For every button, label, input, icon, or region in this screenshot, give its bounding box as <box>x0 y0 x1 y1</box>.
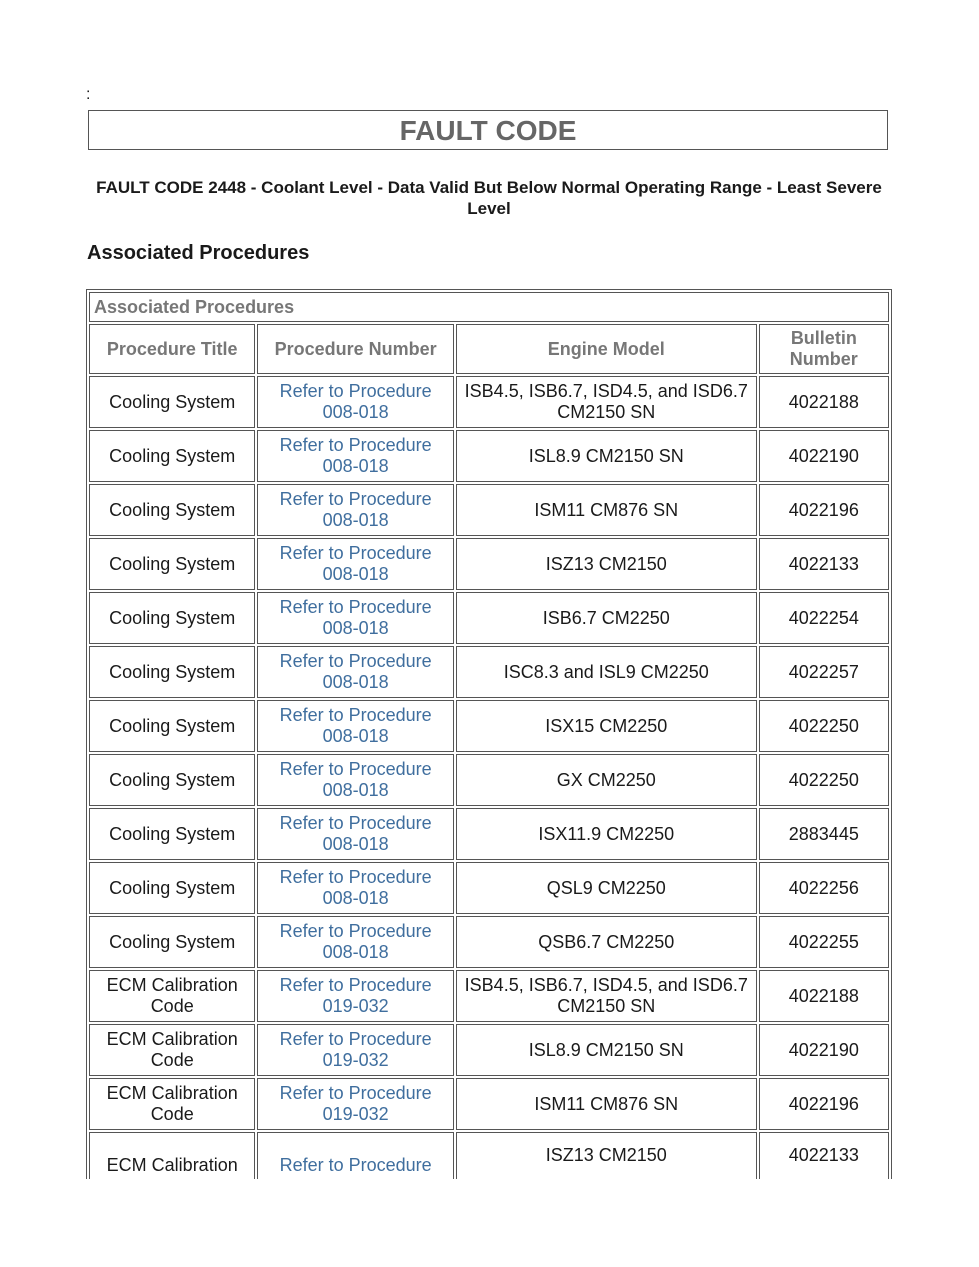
table-row <box>89 430 889 482</box>
table-row <box>89 700 889 752</box>
bulletin-number-cell: 4022188 <box>759 970 889 1022</box>
table-row <box>89 376 889 428</box>
procedure-number-cell <box>257 970 453 1022</box>
bulletin-number-cell: 4022190 <box>759 1024 889 1076</box>
procedures-table <box>86 289 892 1179</box>
fault-code-title: FAULT CODE 2448 - Coolant Level - Data Valid But Below Normal Operating Range - Least Severe Level <box>96 178 882 218</box>
bulletin-number-cell: 4022250 <box>759 754 889 806</box>
table-row <box>89 916 889 968</box>
procedure-title-cell: Cooling System <box>89 538 255 590</box>
engine-model-cell: ISX15 CM2250 <box>456 700 757 752</box>
engine-model-cell: ISL8.9 CM2150 SN <box>456 1024 757 1076</box>
bulletin-number-cell: 4022133 <box>759 1132 889 1179</box>
procedure-number-cell <box>257 754 453 806</box>
procedure-title-cell: Cooling System <box>89 646 255 698</box>
procedure-title-cell: Cooling System <box>89 754 255 806</box>
header-procedure-number: Procedure Number <box>257 324 453 374</box>
procedure-number-cell <box>257 592 453 644</box>
table-row <box>89 862 889 914</box>
engine-model-cell: ISM11 CM876 SN <box>456 1078 757 1130</box>
procedure-link[interactable]: Refer to Procedure 019-032 <box>279 975 432 1016</box>
procedure-link[interactable]: Refer to Procedure <box>279 1155 432 1175</box>
procedure-link[interactable]: Refer to Procedure 008-018 <box>279 381 432 422</box>
engine-model-cell: ISB4.5, ISB6.7, ISD4.5, and ISD6.7 CM2150 SN <box>456 970 757 1022</box>
engine-model-cell: ISL8.9 CM2150 SN <box>456 430 757 482</box>
procedure-title-cell: Cooling System <box>89 862 255 914</box>
header-bulletin-number: Bulletin Number <box>759 324 889 374</box>
procedure-title-cell: ECM Calibration Code <box>89 1078 255 1130</box>
procedure-link[interactable]: Refer to Procedure 008-018 <box>279 705 432 746</box>
bulletin-number-cell: 4022256 <box>759 862 889 914</box>
procedure-title-cell: Cooling System <box>89 592 255 644</box>
procedure-title-cell: ECM Calibration Code <box>89 1024 255 1076</box>
procedure-link[interactable]: Refer to Procedure 008-018 <box>279 543 432 584</box>
bulletin-number-cell: 4022188 <box>759 376 889 428</box>
procedures-table-container <box>86 289 892 1179</box>
bulletin-number-cell: 4022250 <box>759 700 889 752</box>
table-caption: Associated Procedures <box>89 292 889 322</box>
procedure-title-cell: ECM Calibration Code <box>89 970 255 1022</box>
table-row <box>89 538 889 590</box>
table-row <box>89 754 889 806</box>
procedure-title-cell: Cooling System <box>89 430 255 482</box>
procedure-title-cell: Cooling System <box>89 808 255 860</box>
engine-model-cell: GX CM2250 <box>456 754 757 806</box>
procedure-title-cell: ECM Calibration <box>89 1132 255 1179</box>
table-row <box>89 970 889 1022</box>
table-row <box>89 646 889 698</box>
procedure-number-cell <box>257 916 453 968</box>
procedure-link[interactable]: Refer to Procedure 008-018 <box>279 813 432 854</box>
engine-model-cell: ISB4.5, ISB6.7, ISD4.5, and ISD6.7 CM2150 SN <box>456 376 757 428</box>
table-row <box>89 592 889 644</box>
table-header-row <box>89 324 889 374</box>
procedure-number-cell <box>257 484 453 536</box>
procedure-link[interactable]: Refer to Procedure 019-032 <box>279 1083 432 1124</box>
header-procedure-title: Procedure Title <box>89 324 255 374</box>
engine-model-cell: ISZ13 CM2150 <box>456 1132 757 1179</box>
section-heading: Associated Procedures <box>87 242 310 264</box>
bulletin-number-cell: 4022196 <box>759 1078 889 1130</box>
procedure-number-cell <box>257 700 453 752</box>
engine-model-cell: ISZ13 CM2150 <box>456 538 757 590</box>
bulletin-number-cell: 4022133 <box>759 538 889 590</box>
procedure-number-cell <box>257 808 453 860</box>
procedure-link[interactable]: Refer to Procedure 019-032 <box>279 1029 432 1070</box>
procedure-link[interactable]: Refer to Procedure 008-018 <box>279 597 432 638</box>
table-row <box>89 808 889 860</box>
table-row <box>89 484 889 536</box>
bulletin-number-cell: 4022196 <box>759 484 889 536</box>
engine-model-cell: ISB6.7 CM2250 <box>456 592 757 644</box>
procedure-link[interactable]: Refer to Procedure 008-018 <box>279 651 432 692</box>
table-row <box>89 1132 889 1179</box>
engine-model-cell: ISM11 CM876 SN <box>456 484 757 536</box>
bulletin-number-cell: 2883445 <box>759 808 889 860</box>
page-marker: : <box>86 86 91 103</box>
procedure-number-cell <box>257 646 453 698</box>
procedure-link[interactable]: Refer to Procedure 008-018 <box>279 435 432 476</box>
engine-model-cell: QSL9 CM2250 <box>456 862 757 914</box>
header-engine-model: Engine Model <box>456 324 757 374</box>
bulletin-number-cell: 4022190 <box>759 430 889 482</box>
procedure-title-cell: Cooling System <box>89 484 255 536</box>
engine-model-cell: QSB6.7 CM2250 <box>456 916 757 968</box>
table-row <box>89 1024 889 1076</box>
procedure-number-cell <box>257 376 453 428</box>
procedure-title-cell: Cooling System <box>89 376 255 428</box>
engine-model-cell: ISC8.3 and ISL9 CM2250 <box>456 646 757 698</box>
procedure-number-cell <box>257 862 453 914</box>
procedure-number-cell <box>257 430 453 482</box>
table-row <box>89 1078 889 1130</box>
procedure-link[interactable]: Refer to Procedure 008-018 <box>279 759 432 800</box>
procedure-number-cell <box>257 1024 453 1076</box>
bulletin-number-cell: 4022257 <box>759 646 889 698</box>
procedure-number-cell <box>257 1132 453 1179</box>
bulletin-number-cell: 4022254 <box>759 592 889 644</box>
bulletin-number-cell: 4022255 <box>759 916 889 968</box>
fault-code-banner: FAULT CODE <box>88 110 888 150</box>
procedure-number-cell <box>257 1078 453 1130</box>
procedure-link[interactable]: Refer to Procedure 008-018 <box>279 489 432 530</box>
procedure-title-cell: Cooling System <box>89 700 255 752</box>
engine-model-cell: ISX11.9 CM2250 <box>456 808 757 860</box>
procedure-title-cell: Cooling System <box>89 916 255 968</box>
procedure-number-cell <box>257 538 453 590</box>
procedure-link[interactable]: Refer to Procedure 008-018 <box>279 921 432 962</box>
procedure-link[interactable]: Refer to Procedure 008-018 <box>279 867 432 908</box>
